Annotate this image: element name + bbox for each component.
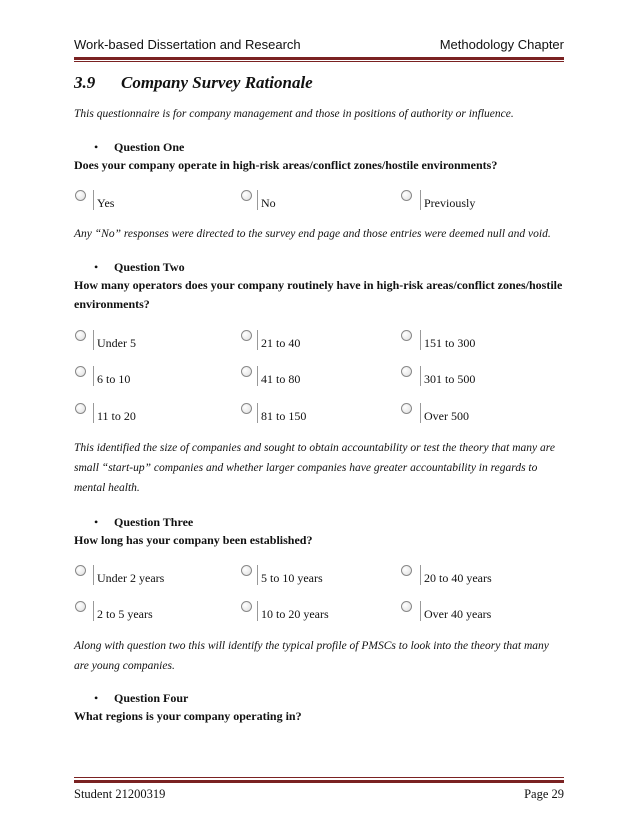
divider <box>93 190 94 210</box>
divider <box>257 601 258 621</box>
divider <box>93 403 94 423</box>
q2-note-line1: This identified the size of companies and sought to obtain accountability or test the theory that many are <box>74 442 555 454</box>
q2-option: 151 to 300 <box>424 336 476 350</box>
q2-note-line2: small “start-up” companies and whether larger companies have greater accountability in regards to <box>74 462 538 474</box>
divider <box>257 565 258 585</box>
divider <box>257 190 258 210</box>
q3-radio[interactable] <box>75 601 86 612</box>
q1-radio-no[interactable] <box>241 190 252 201</box>
section-title: Company Survey Rationale <box>121 73 313 92</box>
q2-option: 11 to 20 <box>97 409 136 423</box>
q2-radio[interactable] <box>241 403 252 414</box>
divider <box>420 190 421 210</box>
q3-radio[interactable] <box>241 565 252 576</box>
q2-radio[interactable] <box>75 330 86 341</box>
q2-text-line2: environments? <box>74 297 150 311</box>
q1-option-yes: Yes <box>97 196 115 210</box>
q3-option: Under 2 years <box>97 571 165 585</box>
q3-label: Question Three <box>114 515 194 529</box>
divider <box>93 601 94 621</box>
section-number: 3.9 <box>74 73 96 92</box>
q1-text: Does your company operate in high-risk areas/conflict zones/hostile environments? <box>74 158 498 172</box>
q3-option: Over 40 years <box>424 607 492 621</box>
q3-option: 2 to 5 years <box>97 607 153 621</box>
header-rule <box>74 57 564 60</box>
q1-option-previously: Previously <box>424 196 476 210</box>
q2-option: Over 500 <box>424 409 469 423</box>
q2-radio[interactable] <box>401 366 412 377</box>
q3-radio[interactable] <box>241 601 252 612</box>
footer-page: Page 29 <box>524 787 564 801</box>
q4-text: What regions is your company operating in? <box>74 709 302 723</box>
bullet-icon: • <box>94 140 99 154</box>
q1-option-no: No <box>261 196 276 210</box>
q3-radio[interactable] <box>401 565 412 576</box>
q2-option: Under 5 <box>97 336 136 350</box>
footer-rule-thin <box>74 777 564 778</box>
divider <box>257 330 258 350</box>
q2-text-line1: How many operators does your company routinely have in high-risk areas/conflict zones/hostile <box>74 278 563 292</box>
divider <box>420 366 421 386</box>
divider <box>93 565 94 585</box>
q3-radio[interactable] <box>75 565 86 576</box>
intro-text: This questionnaire is for company management and those in positions of authority or influence. <box>74 108 514 120</box>
q2-radio[interactable] <box>75 403 86 414</box>
q2-option: 21 to 40 <box>261 336 301 350</box>
bullet-icon: • <box>94 515 99 529</box>
q3-option: 5 to 10 years <box>261 571 323 585</box>
footer-rule <box>74 780 564 783</box>
divider <box>257 366 258 386</box>
q2-radio[interactable] <box>401 403 412 414</box>
header-rule-thin <box>74 61 564 62</box>
q2-radio[interactable] <box>241 366 252 377</box>
q3-text: How long has your company been established? <box>74 533 313 547</box>
q2-option: 81 to 150 <box>261 409 307 423</box>
divider <box>420 330 421 350</box>
q1-radio-yes[interactable] <box>75 190 86 201</box>
q1-radio-previously[interactable] <box>401 190 412 201</box>
q2-option: 41 to 80 <box>261 372 301 386</box>
divider <box>420 565 421 585</box>
q3-note-line1: Along with question two this will identify the typical profile of PMSCs to look into the theory that many <box>74 640 549 652</box>
footer-left: Student 21200319 <box>74 787 166 801</box>
q4-label: Question Four <box>114 691 189 705</box>
q2-note-line3: mental health. <box>74 482 140 494</box>
divider <box>93 330 94 350</box>
q2-option: 301 to 500 <box>424 372 476 386</box>
q3-option: 20 to 40 years <box>424 571 492 585</box>
q3-option: 10 to 20 years <box>261 607 329 621</box>
q3-note-line2: are young companies. <box>74 660 175 672</box>
bullet-icon: • <box>94 691 99 705</box>
q3-radio[interactable] <box>401 601 412 612</box>
header-right: Methodology Chapter <box>439 37 564 52</box>
divider <box>257 403 258 423</box>
q2-radio[interactable] <box>75 366 86 377</box>
q2-label: Question Two <box>114 260 185 274</box>
divider <box>93 366 94 386</box>
q2-radio[interactable] <box>401 330 412 341</box>
divider <box>420 403 421 423</box>
bullet-icon: • <box>94 260 99 274</box>
divider <box>420 601 421 621</box>
q2-option: 6 to 10 <box>97 372 131 386</box>
q2-radio[interactable] <box>241 330 252 341</box>
header-left: Work-based Dissertation and Research <box>74 37 301 52</box>
q1-label: Question One <box>114 140 185 154</box>
q1-note: Any “No” responses were directed to the survey end page and those entries were deemed null and void. <box>74 228 551 240</box>
